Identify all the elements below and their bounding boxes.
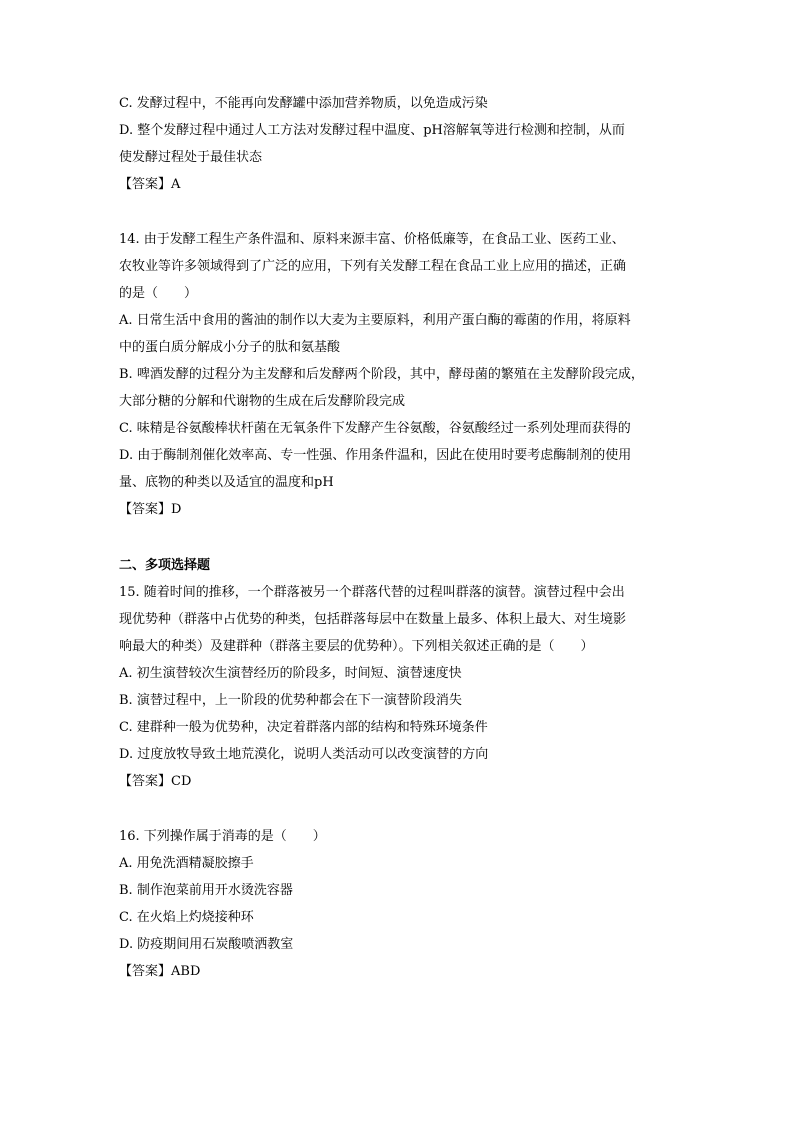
q15-option-c: C. 建群种一般为优势种，决定着群落内部的结构和特殊环境条件 bbox=[119, 720, 488, 735]
q16-stem: 16. 下列操作属于消毒的是（ ） bbox=[119, 829, 326, 844]
q14-stem-line2: 农牧业等许多领域得到了广泛的应用，下列有关发酵工程在食品工业上应用的描述，正确 bbox=[119, 259, 627, 274]
q15-answer: 【答案】CD bbox=[119, 774, 192, 789]
q14-option-a-line2: 中的蛋白质分解成小分子的肽和氨基酸 bbox=[119, 340, 341, 355]
q14-answer: 【答案】D bbox=[119, 502, 182, 517]
q16-answer: 【答案】ABD bbox=[119, 964, 201, 979]
q16-option-d: D. 防疫期间用石炭酸喷洒教室 bbox=[119, 937, 294, 952]
q13-option-c: C. 发酵过程中，不能再向发酵罐中添加营养物质，以免造成污染 bbox=[119, 96, 488, 111]
section-heading: 二、多项选择题 bbox=[119, 558, 211, 573]
q14-stem-line3: 的是（ ） bbox=[119, 286, 198, 301]
q14-stem-line1: 14. 由于发酵工程生产条件温和、原料来源丰富、价格低廉等，在食品工业、医药工业、 bbox=[119, 232, 625, 247]
q15-option-a: A. 初生演替较次生演替经历的阶段多，时间短、演替速度快 bbox=[119, 666, 462, 681]
q16-option-b: B. 制作泡菜前用开水烫洗容器 bbox=[119, 883, 293, 898]
q15-option-b: B. 演替过程中，上一阶段的优势种都会在下一演替阶段消失 bbox=[119, 693, 462, 708]
q14-option-b-line2: 大部分糖的分解和代谢物的生成在后发酵阶段完成 bbox=[119, 394, 406, 409]
q15-stem-line1: 15. 随着时间的推移，一个群落被另一个群落代替的过程叫群落的演替。演替过程中会出 bbox=[119, 585, 625, 600]
q16-option-a: A. 用免洗酒精凝胶擦手 bbox=[119, 856, 254, 871]
q14-option-d-line2: 量、底物的种类以及适宜的温度和pH bbox=[119, 475, 334, 490]
q14-option-b-line1: B. 啤酒发酵的过程分为主发酵和后发酵两个阶段，其中，酵母菌的繁殖在主发酵阶段完成， bbox=[119, 367, 644, 382]
q13-option-d-line2: 使发酵过程处于最佳状态 bbox=[119, 150, 263, 165]
q15-option-d: D. 过度放牧导致土地荒漠化，说明人类活动可以改变演替的方向 bbox=[119, 747, 489, 762]
q13-option-d-line1: D. 整个发酵过程中通过人工方法对发酵过程中温度、pH溶解氧等进行检测和控制，从而 bbox=[119, 123, 625, 138]
q14-option-a-line1: A. 日常生活中食用的酱油的制作以大麦为主要原料，利用产蛋白酶的霉菌的作用，将原料 bbox=[119, 313, 631, 328]
q15-stem-line3: 响最大的种类）及建群种（群落主要层的优势种）。下列相关叙述正确的是（ ） bbox=[119, 639, 594, 654]
q14-option-d-line1: D. 由于酶制剂催化效率高、专一性强、作用条件温和，因此在使用时要考虑酶制剂的使用 bbox=[119, 448, 632, 463]
q14-option-c: C. 味精是谷氨酸棒状杆菌在无氧条件下发酵产生谷氨酸，谷氨酸经过一系列处理而获得的 bbox=[119, 421, 631, 436]
q13-answer: 【答案】A bbox=[119, 177, 181, 192]
q15-stem-line2: 现优势种（群落中占优势的种类，包括群落每层中在数量上最多、体积上最大、对生境影 bbox=[119, 612, 627, 627]
q16-option-c: C. 在火焰上灼烧接种环 bbox=[119, 910, 254, 925]
